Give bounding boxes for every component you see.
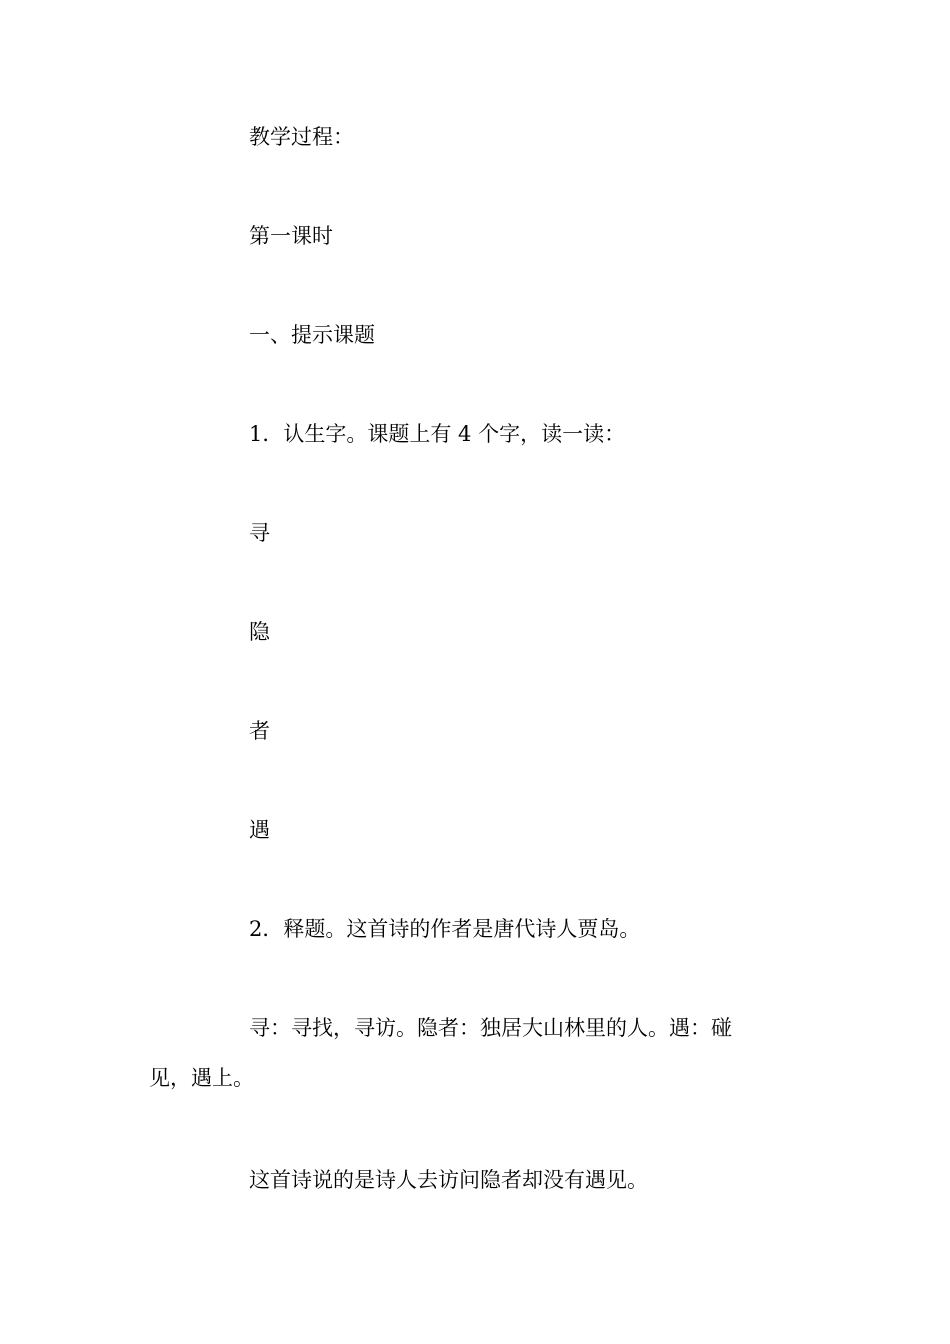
character-line: 者 (249, 719, 270, 743)
lesson-heading-first-period: 第一课时 (249, 224, 333, 248)
paragraph-explain-title: 2．释题。这首诗的作者是唐代诗人贾岛。 (249, 917, 641, 941)
character-line: 遇 (249, 818, 270, 842)
paragraph-word-definitions: 寻：寻找，寻访。隐者：独居大山林里的人。遇：碰见，遇上。 (149, 1016, 732, 1090)
paragraph-poem-summary: 这首诗说的是诗人去访问隐者却没有遇见。 (249, 1168, 648, 1192)
step-heading-introduce-topic: 一、提示课题 (249, 323, 375, 347)
section-heading-teaching-process: 教学过程： (249, 125, 354, 149)
paragraph-learn-characters: 1．认生字。课题上有 4 个字，读一读： (249, 422, 626, 446)
character-line: 寻 (249, 521, 270, 545)
character-line: 隐 (249, 620, 270, 644)
